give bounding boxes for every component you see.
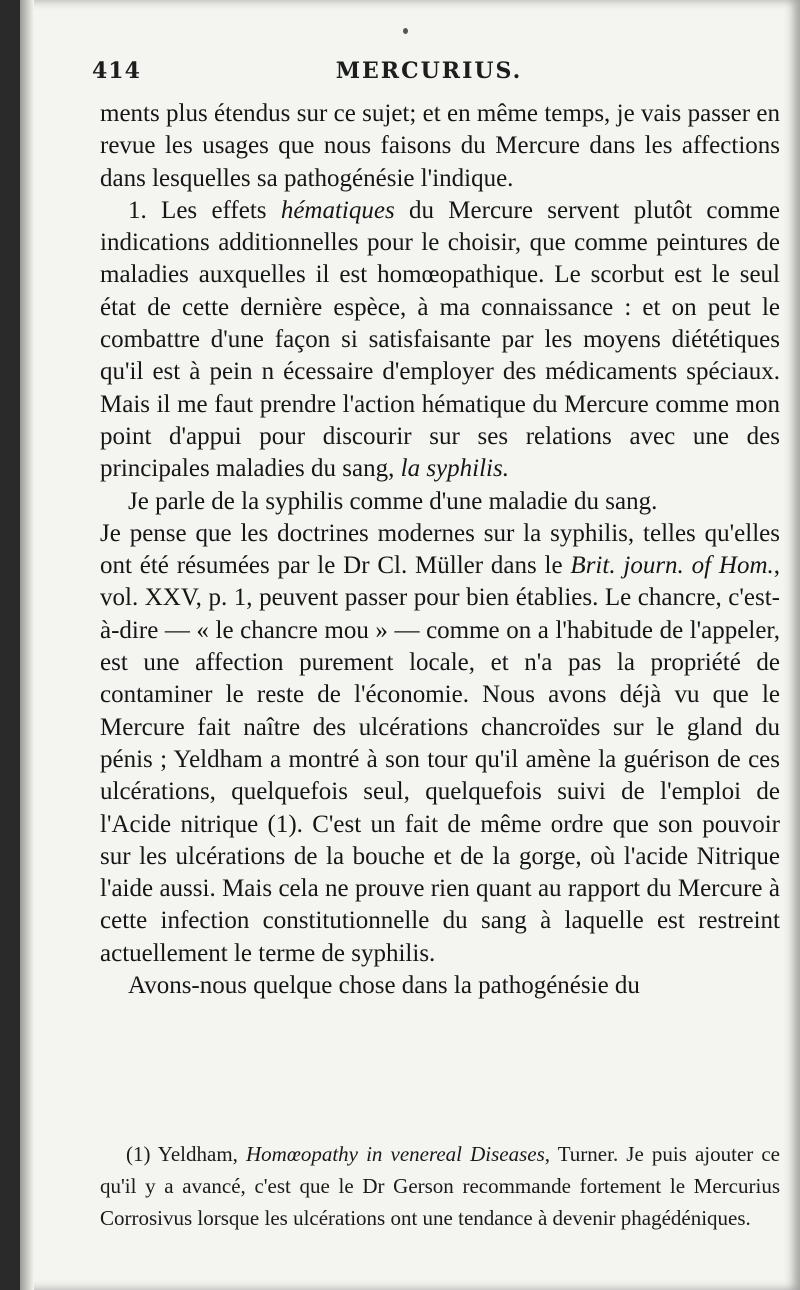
paragraph-text: Avons-nous quelque chose dans la pathogénésie du (128, 972, 640, 1000)
italic-term: la syphilis. (400, 455, 509, 483)
running-head (84, 58, 774, 92)
book-page (20, 0, 800, 1290)
paragraph-text: Je pense que les doctrines modernes sur la syphilis, telles qu'elles ont été résumées par le Dr Cl. Müller dans le (100, 519, 780, 580)
footnote-text (100, 1138, 780, 1234)
running-title: MERCURIUS. (335, 58, 523, 84)
italic-term: hématiques (280, 196, 395, 224)
italic-citation: Brit. journ. of Hom. (570, 552, 774, 580)
paragraph-text: 1. Les effets (128, 196, 281, 224)
paragraph-question (100, 970, 780, 1002)
ink-speck (403, 28, 408, 34)
body-text (100, 98, 780, 1002)
paragraph-syphilis-blood (100, 486, 780, 518)
footnote (100, 1138, 780, 1234)
page-gutter-shadow (20, 0, 34, 1290)
footnote-text-part: (1) Yeldham, (126, 1142, 246, 1166)
paragraph-modern-doctrines (100, 518, 780, 970)
footnote-italic-title: Homœopathy in venereal Diseases (246, 1142, 545, 1166)
paragraph-hematic-effects (100, 195, 780, 486)
paragraph-text: ments plus étendus sur ce sujet; et en même temps, je vais passer en revue les usages que nous faisons du Mercure dans les affections dans lesquelles sa pathogénésie l'indique. (100, 100, 780, 192)
paragraph-continuation (100, 98, 780, 195)
footnote-text-part: , Turner. Je puis ajouter ce qu'il y a avancé, c'est que le Dr Gerson recommande fortement le Mercurius Corrosivus lorsque les ulcérations ont une tendance à devenir phagédéniques. (100, 1142, 780, 1230)
page-number: 414 (92, 58, 141, 84)
paragraph-text: Je parle de la syphilis comme d'une maladie du sang. (128, 487, 658, 515)
paragraph-text: du Mercure servent plutôt comme indications additionnelles pour le choisir, que comme peintures de maladies auxquelles il est homœopathique. Le scorbut est le seul état de cette dernière espèce, à ma connaissance : et on peut le combattre d'une façon si satisfaisante par les moyens diététiques qu'il est à pein n écessaire d'employer des médicaments spéciaux. Mais il me faut prendre l'action hématique du Mercure comme mon point d'appui pour discourir sur ses relations avec une des principales maladies du sang, (100, 196, 780, 483)
paragraph-text: , vol. XXV, p. 1, peuvent passer pour bien établies. Le chancre, c'est-à-dire — « le chancre mou » — comme on a l'habitude de l'appeler, est une affection purement locale, et n'a pas la propriété de contaminer le reste de l'économie. Nous avons déjà vu que le Mercure fait naître des ulcérations chancroïdes sur le gland du pénis ; Yeldham a montré à son tour qu'il amène la guérison de ces ulcérations, quelquefois seul, quelquefois suivi de l'emploi de l'Acide nitrique (1). C'est un fait de même ordre que son pouvoir sur les ulcérations de la bouche et de la gorge, où l'acide Nitrique l'aide aussi. Mais cela ne prouve rien quant au rapport du Mercure à cette infection constitutionnelle du sang à laquelle est restreint actuellement le terme de syphilis. (100, 552, 780, 967)
